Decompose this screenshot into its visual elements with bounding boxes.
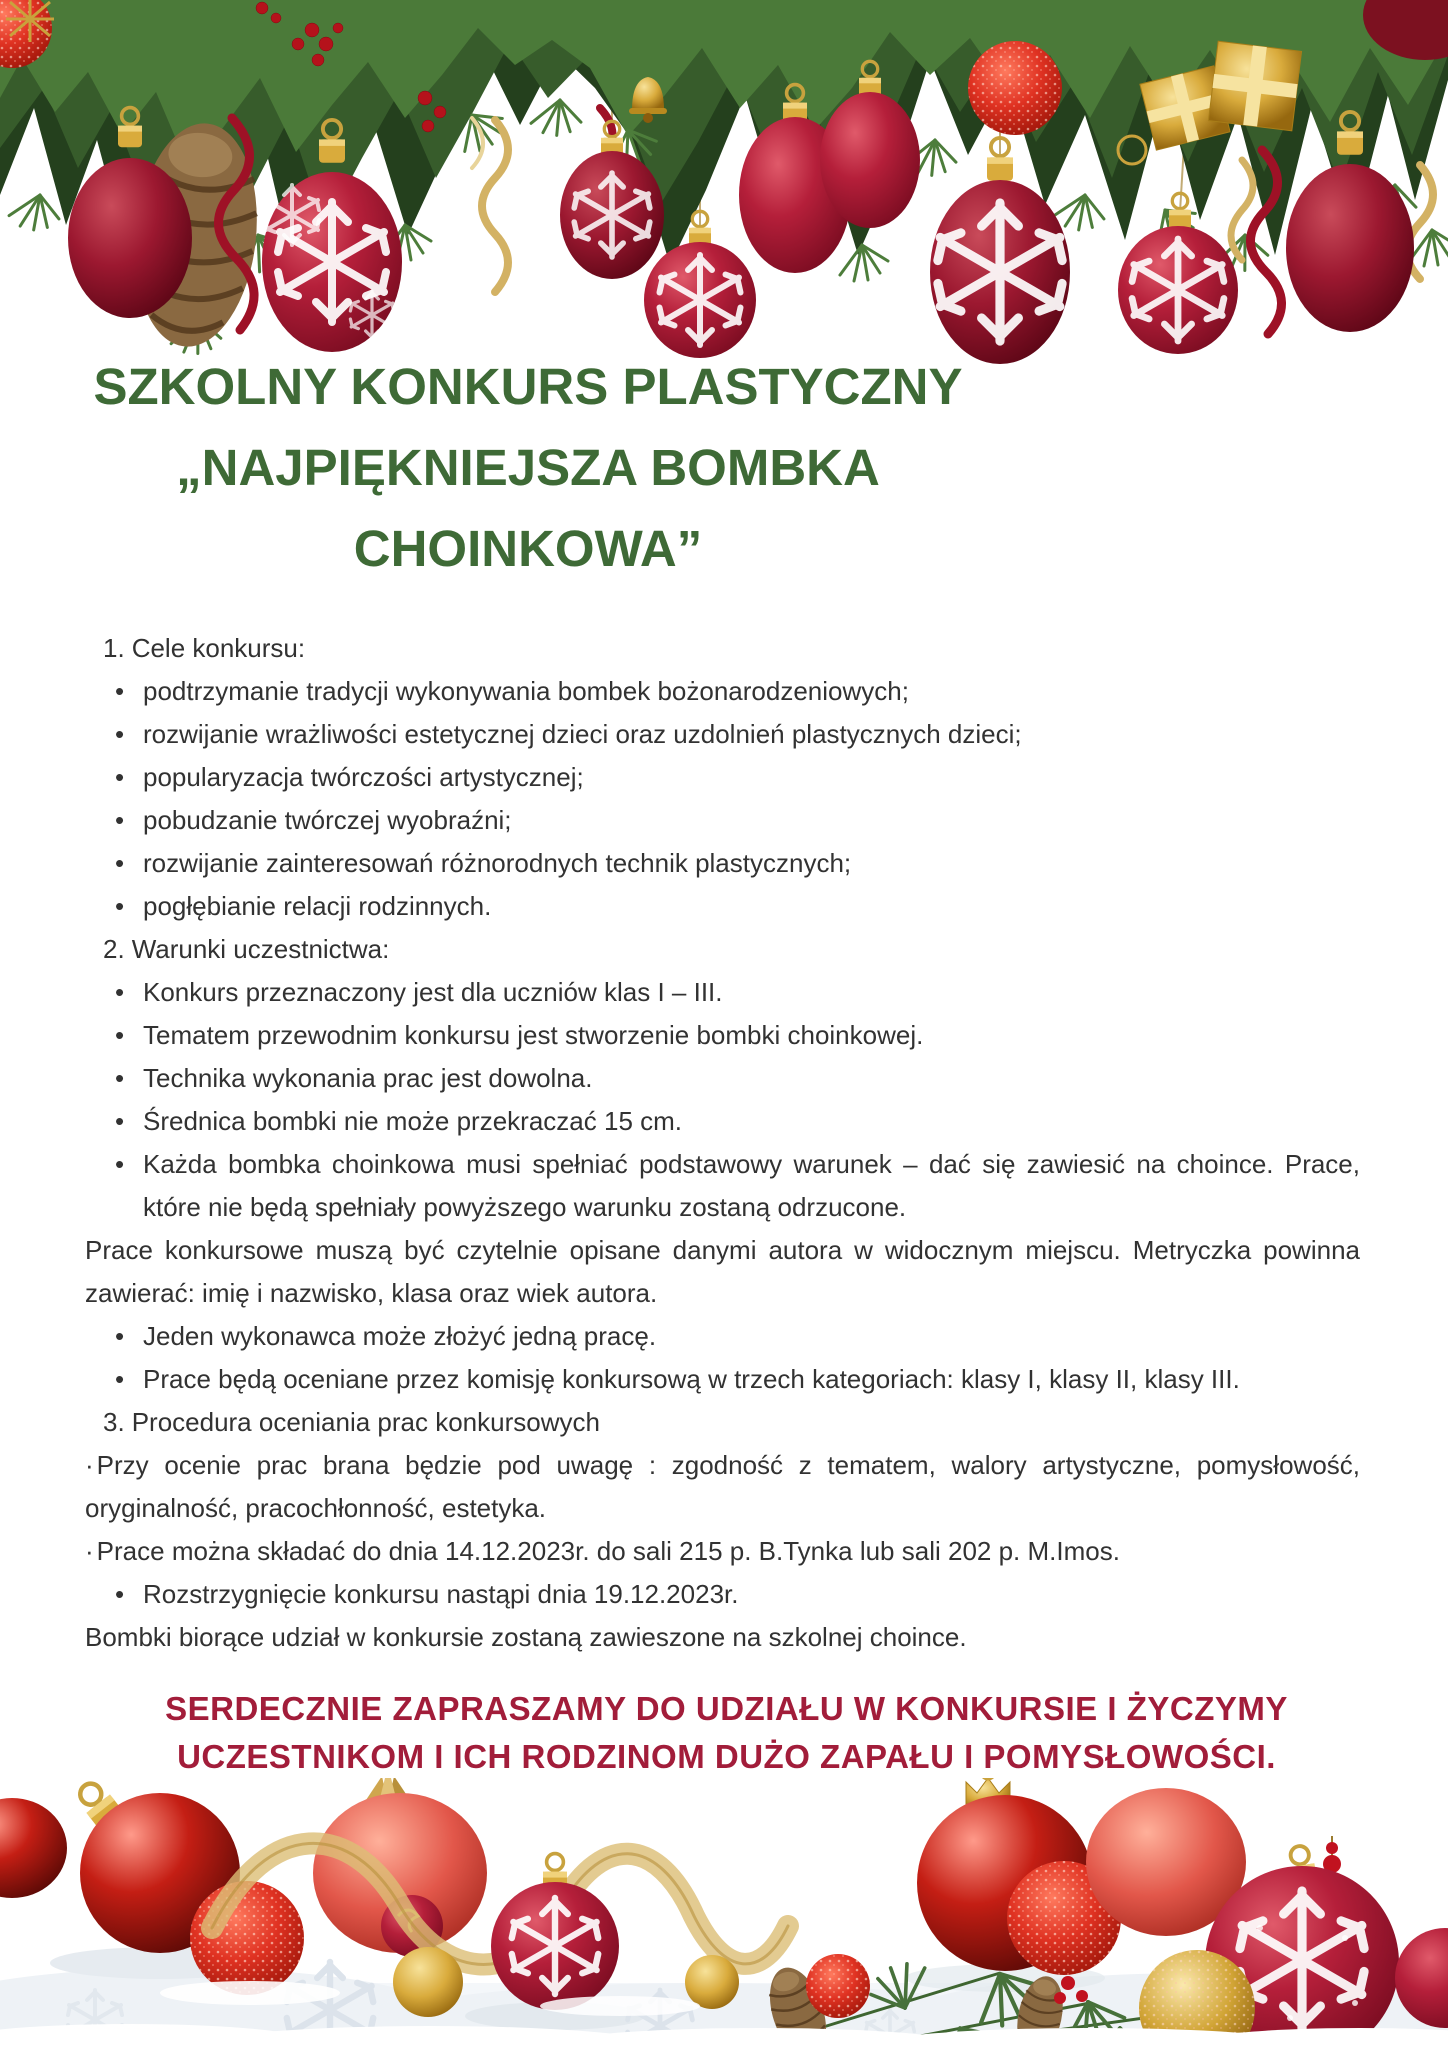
bullet-dot: • xyxy=(115,762,125,792)
invitation-line-2: UCZESTNIKOM I ICH RODZINOM DUŻO ZAPAŁU I POMYSŁOWOŚCI. xyxy=(177,1738,1276,1775)
title-line-2: „NAJPIĘKNIEJSZA BOMBKA xyxy=(176,439,880,496)
red-snowflake-bauble-center xyxy=(491,1854,619,2010)
bullet-dot: • xyxy=(115,1106,125,1136)
body-line: • pogłębianie relacji rodzinnych. xyxy=(85,885,1360,928)
body-line: • Konkurs przeznaczony jest dla uczniów klas I – III. xyxy=(85,971,1360,1014)
gold-bauble-small xyxy=(393,1947,463,2017)
body-line: 1. Cele konkursu: xyxy=(103,633,306,663)
body-line: Bombki biorące udział w konkursie zostaną zawieszone na szkolnej choince. xyxy=(85,1622,967,1652)
invitation-line-1: SERDECZNIE ZAPRASZAMY DO UDZIAŁU W KONKURSIE I ŻYCZYMY xyxy=(165,1690,1288,1727)
bauble-partial-left xyxy=(0,1798,67,1898)
body-line: • pobudzanie twórczej wyobraźni; xyxy=(85,799,1360,842)
bullet-dot: • xyxy=(115,1149,125,1179)
list-number: 3. xyxy=(103,1407,125,1437)
red-glitter-bauble xyxy=(190,1881,304,1995)
poster-body xyxy=(85,627,1360,1659)
bullet-dot: • xyxy=(115,1579,125,1609)
title-line-3: CHOINKOWA” xyxy=(353,520,703,577)
list-number: 1. xyxy=(103,633,125,663)
christmas-baubles-on-snow-decoration xyxy=(0,1778,1448,2048)
body-line: Prace konkursowe muszą być czytelnie opisane danymi autora w widocznym miejscu. Metryczka powinna zawierać: imię i nazwisko, klasa oraz wiek autora. xyxy=(85,1235,1360,1308)
bullet-dot: • xyxy=(115,1063,125,1093)
glitter-bauble xyxy=(968,41,1062,135)
body-line: • rozwijanie zainteresowań różnorodnych technik plastycznych; xyxy=(85,842,1360,885)
body-line: · Przy ocenie prac brana będzie pod uwagę : zgodność z tematem, walory artystyczne, pomysłowość, oryginalność, pracochłonność, estetyka. xyxy=(85,1450,1360,1523)
bullet-dot: • xyxy=(115,676,125,706)
title-line-1: SZKOLNY KONKURS PLASTYCZNY xyxy=(93,358,963,415)
bullet-dot: • xyxy=(115,977,125,1007)
body-line: • Średnica bombki nie może przekraczać 15 cm. xyxy=(85,1100,1360,1143)
middle-dot: · xyxy=(85,1536,94,1566)
body-line: • Tematem przewodnim konkursu jest stworzenie bombki choinkowej. xyxy=(85,1014,1360,1057)
bullet-dot: • xyxy=(115,848,125,878)
bullet-dot: • xyxy=(115,1321,125,1351)
bullet-dot: • xyxy=(115,719,125,749)
body-line: • Rozstrzygnięcie konkursu nastąpi dnia 19.12.2023r. xyxy=(85,1573,1360,1616)
body-line: · Prace można składać do dnia 14.12.2023r. do sali 215 p. B.Tynka lub sali 202 p. M.Imos. xyxy=(85,1536,1120,1566)
body-line: • rozwijanie wrażliwości estetycznej dzieci oraz uzdolnień plastycznych dzieci; xyxy=(85,713,1360,756)
body-line: • Jeden wykonawca może złożyć jedną pracę. xyxy=(85,1315,1360,1358)
gold-bead xyxy=(685,1955,739,2009)
bullet-dot: • xyxy=(115,891,125,921)
list-number: 2. xyxy=(103,934,125,964)
red-bead-pick xyxy=(1323,1836,1341,1873)
bullet-dot: • xyxy=(115,1364,125,1394)
body-line: • popularyzacja twórczości artystycznej; xyxy=(85,756,1360,799)
red-glitter-bauble-small xyxy=(806,1954,870,2018)
poster-title xyxy=(78,346,978,589)
middle-dot: · xyxy=(85,1450,94,1480)
body-line: • Prace będą oceniane przez komisję konkursową w trzech kategoriach: klasy I, klasy II, klasy III. xyxy=(85,1358,1360,1401)
invitation-text xyxy=(85,1685,1368,1781)
bullet-dot: • xyxy=(115,1020,125,1050)
body-line: • Każda bombka choinkowa musi spełniać podstawowy warunek – dać się zawiesić na choince. Prace, które nie będą spełniały powyższego warunku zostaną odrzucone. xyxy=(85,1143,1360,1229)
body-line: 2. Warunki uczestnictwa: xyxy=(103,934,390,964)
body-line: • podtrzymanie tradycji wykonywania bombek bożonarodzeniowych; xyxy=(85,670,1360,713)
body-line: • Technika wykonania prac jest dowolna. xyxy=(85,1057,1360,1100)
body-line: 3. Procedura oceniania prac konkursowych xyxy=(103,1407,600,1437)
bullet-dot: • xyxy=(115,805,125,835)
